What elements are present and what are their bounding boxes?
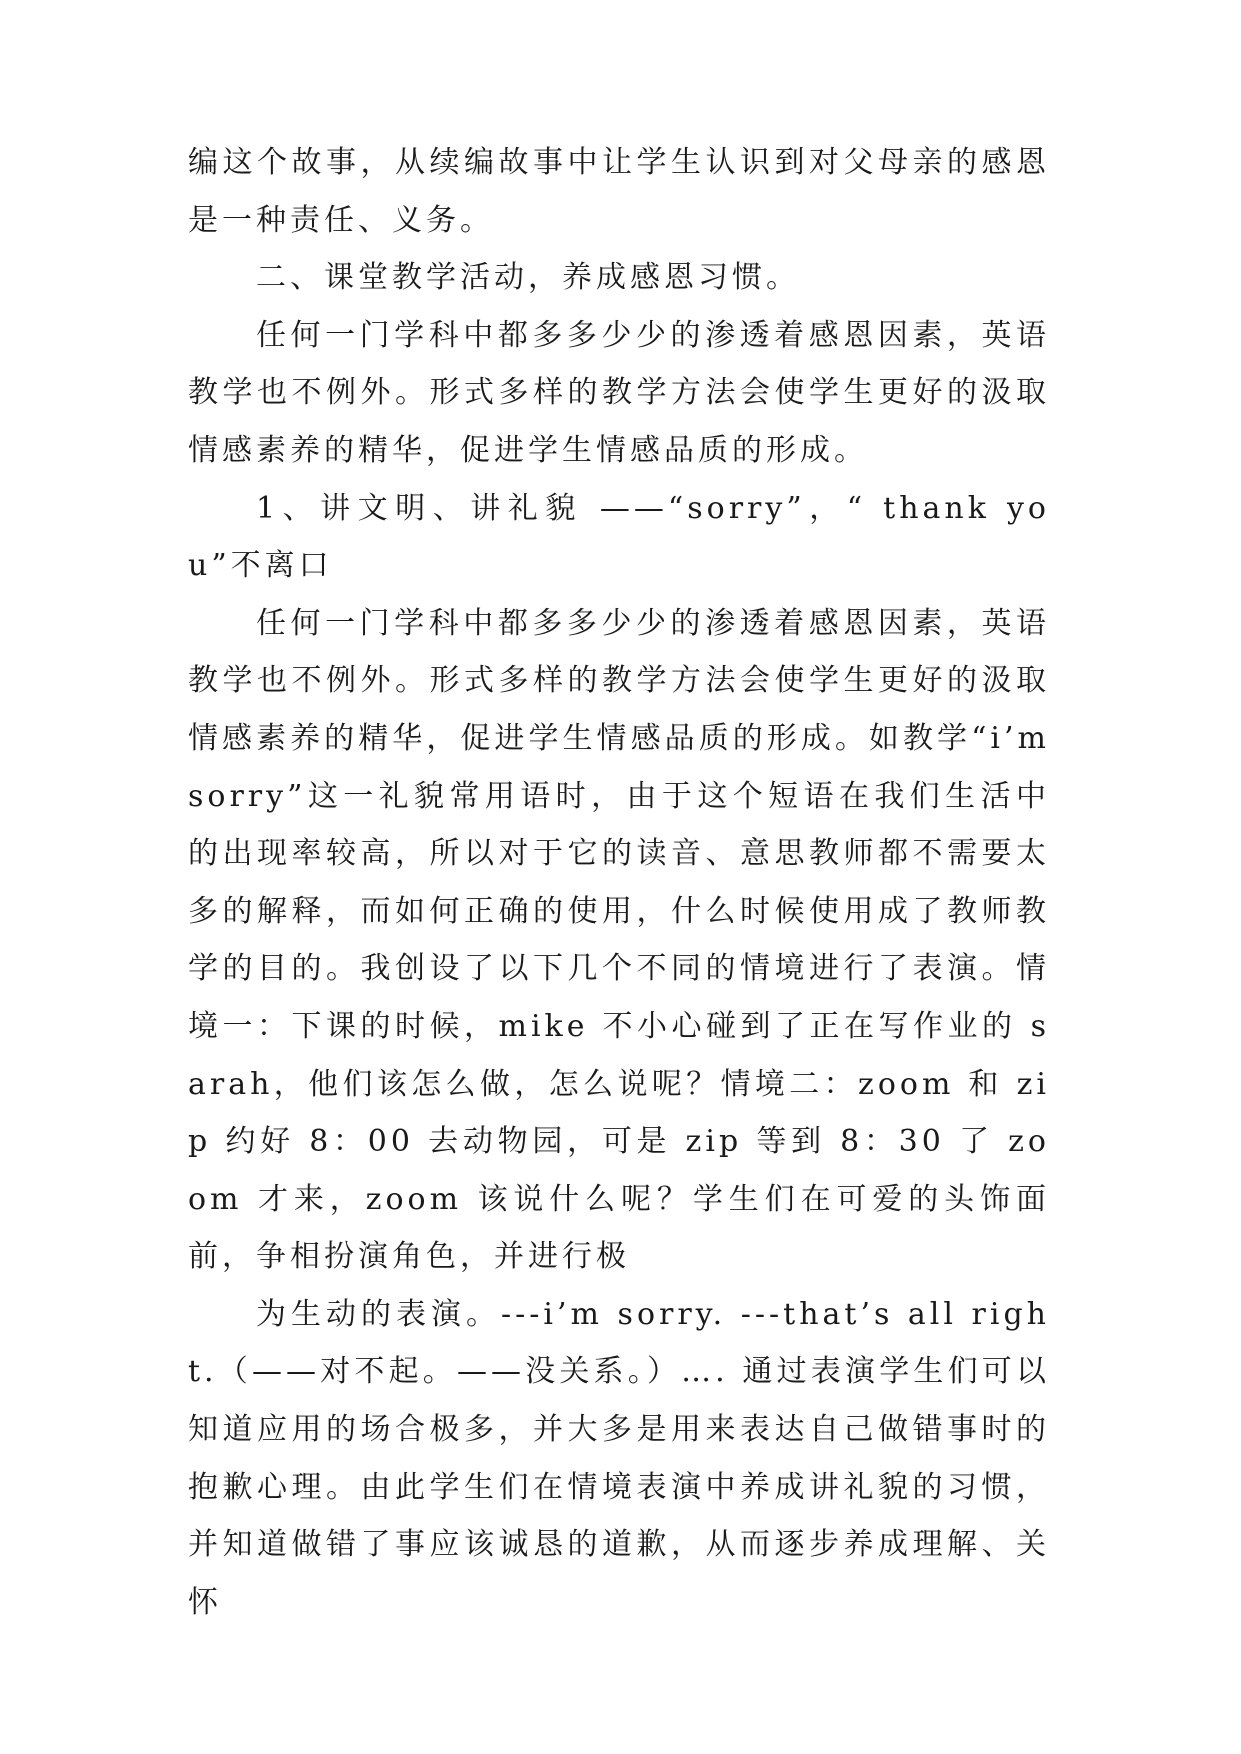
paragraph-4: 为生动的表演。---i’m sorry. ---that’s all right.（——对不起。——没关系。）…. 通过表演学生们可以知道应用的场合极多，并大多是用来表达自己做错事时的抱歉心理。由此学生们在情境表演中养成讲礼貌的习惯，并知道做错了事应该诚恳的道歉，从而逐步养成理解、关怀 — [188, 1296, 1050, 1620]
paragraph-3: 任何一门学科中都多多少少的渗透着感恩因素，英语教学也不例外。形式多样的教学方法会使学生更好的汲取情感素养的精华，促进学生情感品质的形成。如教学“i’m sorry”这一礼貌常用语时，由于这个短语在我们生活中的出现率较高，所以对于它的读音、意思教师都不需要太多的解释，而如何正确的使用，什么时候使用成了教师教学的目的。我创设了以下几个不同的情境进行了表演。情境一：下课的时候，mike 不小心碰到了正在写作业的 sarah，他们该怎么做，怎么说呢？情境二：zoom 和 zip 约好 8：00 去动物园，可是 zip 等到 8：30 了 zoom 才来，zoom 该说什么呢？学生们在可爱的头饰面前，争相扮演角色，并进行极 — [188, 605, 1050, 1275]
section-heading: 二、课堂教学活动，养成感恩习惯。 — [256, 260, 800, 296]
paragraph-2: 任何一门学科中都多多少少的渗透着感恩因素，英语教学也不例外。形式多样的教学方法会使学生更好的汲取情感素养的精华，促进学生情感品质的形成。 — [188, 317, 1050, 468]
document-page — [188, 134, 1050, 1631]
subsection-heading: 1、讲文明、讲礼貌 ——“sorry”，“ thank you”不离口 — [188, 490, 1050, 584]
paragraph-1: 编这个故事，从续编故事中让学生认识到对父母亲的感恩是一种责任、义务。 — [188, 145, 1050, 238]
